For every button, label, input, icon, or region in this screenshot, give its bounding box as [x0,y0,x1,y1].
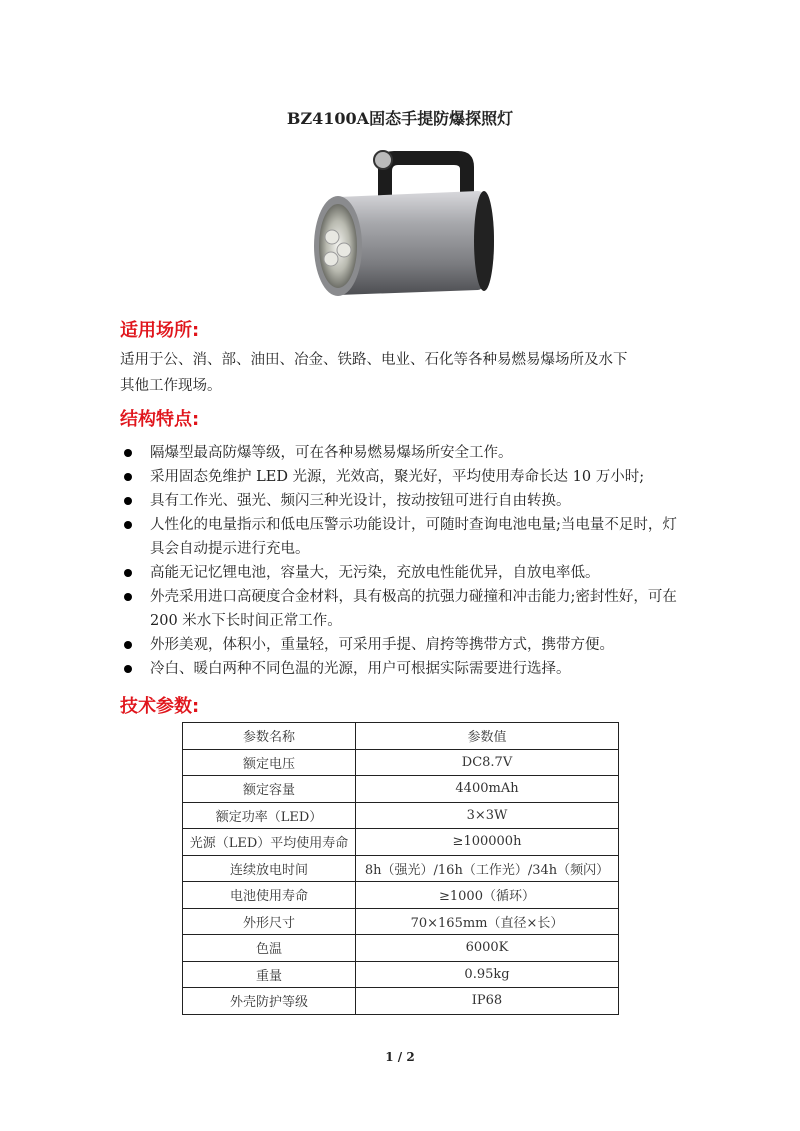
table-row [183,882,619,909]
param-name: 色温 [183,935,356,962]
header-cell: 参数名称 [183,723,356,750]
table-row [183,935,619,962]
usage-heading: 适用场所: [120,320,200,341]
param-value: DC8.7V [356,749,619,776]
bullet-icon [124,449,132,457]
table-row [183,749,619,776]
table-row [183,829,619,856]
flashlight-product-image [298,145,498,305]
features-list [120,441,680,681]
usage-paragraph [120,347,680,399]
table-row [183,961,619,988]
param-value: 3×3W [356,802,619,829]
list-item: 外壳采用进口高硬度合金材料，具有极高的抗强力碰撞和冲击能力;密封性好，可在 200 米水下长时间正常工作。 [120,585,680,633]
list-item: 高能无记忆锂电池，容量大，无污染，充放电性能优异，自放电率低。 [120,561,680,585]
param-value: ≥1000（循环） [356,882,619,909]
param-name: 光源（LED）平均使用寿命 [183,829,356,856]
param-value: 6000K [356,935,619,962]
param-name: 额定功率（LED） [183,802,356,829]
list-item: 人性化的电量指示和低电压警示功能设计，可随时查询电池电量;当电量不足时，灯具会自动提示进行充电。 [120,513,680,561]
param-value: IP68 [356,988,619,1015]
bullet-icon [124,497,132,505]
page-number: 1 / 2 [385,1050,415,1064]
specs-heading: 技术参数: [120,696,200,717]
table-row [183,908,619,935]
list-item: 冷白、暖白两种不同色温的光源，用户可根据实际需要进行选择。 [120,657,680,681]
specs-table [182,722,619,1015]
param-name: 重量 [183,961,356,988]
list-item: 隔爆型最高防爆等级，可在各种易燃易爆场所安全工作。 [120,441,680,465]
bullet-icon [124,665,132,673]
table-row [183,855,619,882]
list-item: 采用固态免维护 LED 光源，光效高，聚光好，平均使用寿命长达 10 万小时; [120,465,680,489]
param-value: 4400mAh [356,776,619,803]
table-row [183,988,619,1015]
param-name: 连续放电时间 [183,855,356,882]
bullet-icon [124,569,132,577]
features-heading: 结构特点: [120,409,200,430]
usage-line: 其他工作现场。 [120,378,222,394]
list-item: 外形美观，体积小，重量轻，可采用手提、肩挎等携带方式，携带方便。 [120,633,680,657]
table-row [183,776,619,803]
usage-line: 适用于公、消、部、油田、冶金、铁路、电业、石化等各种易燃易爆场所及水下 [120,352,628,368]
list-item: 具有工作光、强光、频闪三种光设计，按动按钮可进行自由转换。 [120,489,680,513]
param-value: 0.95kg [356,961,619,988]
param-name: 额定容量 [183,776,356,803]
bullet-icon [124,641,132,649]
table-row [183,802,619,829]
document-title: BZ4100A固态手提防爆探照灯 [286,109,514,128]
param-value: ≥100000h [356,829,619,856]
param-name: 外壳防护等级 [183,988,356,1015]
param-name: 电池使用寿命 [183,882,356,909]
param-name: 额定电压 [183,749,356,776]
param-name: 外形尺寸 [183,908,356,935]
table-header-row [183,723,619,750]
param-value: 8h（强光）/16h（工作光）/34h（频闪） [356,855,619,882]
bullet-icon [124,521,132,529]
bullet-icon [124,473,132,481]
bullet-icon [124,593,132,601]
header-cell: 参数值 [356,723,619,750]
param-value: 70×165mm（直径×长） [356,908,619,935]
